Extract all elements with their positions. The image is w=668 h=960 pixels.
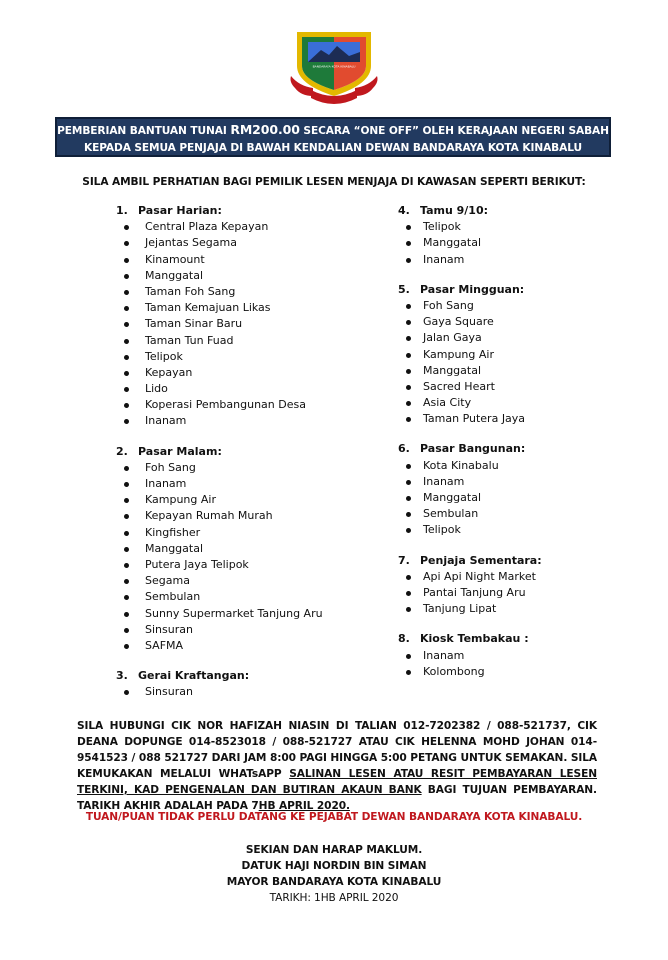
bullet-icon: [124, 258, 129, 263]
section-kiosk-tembakau: 8. Kiosk Tembakau : Inanam Kolombong: [378, 631, 618, 680]
bullet-icon: [406, 320, 411, 325]
bullet-icon: [406, 654, 411, 659]
banner-line-2: KEPADA SEMUA PENJAJA DI BAWAH KENDALIAN DEWAN BANDARAYA KOTA KINABALU: [83, 142, 583, 154]
title-banner: [55, 117, 611, 157]
list-item: Kota Kinabalu: [378, 458, 618, 474]
list-item: Putera Jaya Telipok: [98, 557, 358, 573]
required-documents: SALINAN LESEN ATAU RESIT PEMBAYARAN LESEN TERKINI, KAD PENGENALAN DAN BUTIRAN AKAUN BANK: [77, 768, 597, 796]
bullet-icon: [124, 628, 129, 633]
section-pasar-malam: 2. Pasar Malam: Foh Sang Inanam Kampung Air Kepayan Rumah Murah Kingfisher Manggatal Putera Jaya Telipok Segama Sembulan Sunny Supermarket Tanjung Aru Sinsuran SAFMA: [98, 444, 358, 654]
section-tamu: 4. Tamu 9/10: Telipok Manggatal Inanam: [378, 203, 618, 268]
list-item: Sinsuran: [98, 684, 358, 700]
list-item: Foh Sang: [378, 298, 618, 314]
bullet-icon: [124, 514, 129, 519]
signatory-name: DATUK HAJI NORDIN BIN SIMAN: [241, 860, 427, 872]
section-title: Penjaja Sementara:: [420, 553, 542, 567]
section-pasar-mingguan: 5. Pasar Mingguan: Foh Sang Gaya Square Jalan Gaya Kampung Air Manggatal Sacred Heart Asia City Taman Putera Jaya: [378, 282, 618, 428]
list-item: Telipok: [378, 522, 618, 538]
deadline-date: HB APRIL 2020.: [258, 800, 350, 812]
list-item: Gaya Square: [378, 314, 618, 330]
bullet-icon: [406, 417, 411, 422]
bullet-icon: [124, 371, 129, 376]
list-item: Taman Kemajuan Likas: [98, 300, 358, 316]
section-penjaja-sementara: 7. Penjaja Sementara: Api Api Night Market Pantai Tanjung Aru Tanjung Lipat: [378, 553, 618, 618]
bullet-icon: [124, 690, 129, 695]
bullet-icon: [124, 403, 129, 408]
section-title: Tamu 9/10:: [420, 204, 489, 217]
right-column: [378, 203, 618, 694]
list-item: Pantai Tanjung Aru: [378, 585, 618, 601]
bullet-icon: [124, 579, 129, 584]
bullet-icon: [406, 258, 411, 263]
bullet-icon: [124, 612, 129, 617]
bullet-icon: [124, 225, 129, 230]
bullet-icon: [124, 466, 129, 471]
bullet-icon: [406, 480, 411, 485]
list-item: Manggatal: [98, 541, 358, 557]
section-pasar-harian: 1. Pasar Harian: Central Plaza Kepayan Jejantas Segama Kinamount Manggatal Taman Foh Sang Taman Kemajuan Likas Taman Sinar Baru Taman Tun Fuad Telipok Kepayan Lido Koperasi Pembangunan Desa Inanam: [98, 203, 358, 430]
list-item: Kampung Air: [378, 347, 618, 363]
bullet-icon: [124, 322, 129, 327]
list-item: Kampung Air: [98, 492, 358, 508]
list-item: Manggatal: [98, 268, 358, 284]
list-item: Inanam: [98, 476, 358, 492]
list-item: Foh Sang: [98, 460, 358, 476]
bullet-icon: [124, 355, 129, 360]
bullet-icon: [124, 274, 129, 279]
list-item: Jalan Gaya: [378, 330, 618, 346]
list-item: Taman Tun Fuad: [98, 333, 358, 349]
bullet-icon: [406, 464, 411, 469]
section-title: Pasar Malam:: [138, 444, 222, 458]
banner-line-1: PEMBERIAN BANTUAN TUNAI RM200.00 SECARA “ONE OFF” OLEH KERAJAAN NEGERI SABAH: [57, 122, 609, 137]
bullet-icon: [406, 369, 411, 374]
list-item: Inanam: [98, 413, 358, 429]
list-item: Sunny Supermarket Tanjung Aru: [98, 606, 358, 622]
red-notice: TUAN/PUAN TIDAK PERLU DATANG KE PEJABAT DEWAN BANDARAYA KOTA KINABALU.: [85, 811, 583, 823]
list-item: Taman Sinar Baru: [98, 316, 358, 332]
signatory-title: MAYOR BANDARAYA KOTA KINABALU: [226, 876, 442, 888]
bullet-icon: [406, 241, 411, 246]
bullet-icon: [124, 482, 129, 487]
bullet-icon: [406, 496, 411, 501]
list-item: Taman Foh Sang: [98, 284, 358, 300]
list-item: Kingfisher: [98, 525, 358, 541]
closing-block: [0, 842, 668, 906]
bullet-icon: [124, 419, 129, 424]
bullet-icon: [124, 387, 129, 392]
city-hall-crest-logo: [287, 22, 381, 106]
bullet-icon: [124, 563, 129, 568]
list-item: Sembulan: [98, 589, 358, 605]
list-item: Sinsuran: [98, 622, 358, 638]
banner-amount: RM200.00: [230, 122, 300, 137]
bullet-icon: [406, 575, 411, 580]
svg-text:BANDARAYA KOTA KINABALU: BANDARAYA KOTA KINABALU: [312, 64, 356, 69]
list-item: Segama: [98, 573, 358, 589]
bullet-icon: [124, 644, 129, 649]
left-column: [98, 203, 358, 714]
list-item: Inanam: [378, 474, 618, 490]
bullet-icon: [406, 607, 411, 612]
list-item: Telipok: [378, 219, 618, 235]
bullet-icon: [406, 304, 411, 309]
list-item: Telipok: [98, 349, 358, 365]
list-item: Koperasi Pembangunan Desa: [98, 397, 358, 413]
list-item: Kepayan: [98, 365, 358, 381]
document-date: TARIKH: 1HB APRIL 2020: [269, 892, 399, 904]
bullet-icon: [406, 591, 411, 596]
list-item: Asia City: [378, 395, 618, 411]
list-item: Kolombong: [378, 664, 618, 680]
list-item: SAFMA: [98, 638, 358, 654]
bullet-icon: [406, 385, 411, 390]
intro-heading: SILA AMBIL PERHATIAN BAGI PEMILIK LESEN MENJAJA DI KAWASAN SEPERTI BERIKUT:: [82, 176, 586, 188]
section-title: Kiosk Tembakau :: [420, 632, 529, 646]
section-title: Pasar Bangunan:: [420, 442, 526, 456]
bullet-icon: [124, 241, 129, 246]
bullet-icon: [406, 336, 411, 341]
contact-paragraph: SILA HUBUNGI CIK NOR HAFIZAH NIASIN DI TALIAN 012-7202382 / 088-521737, CIK DEANA DOPUNGE 014-8523018 / 088-521727 ATAU CIK HELENNA MOHD JOHAN 014-9541523 / 088 521727 DARI JAM 8:00 PAGI HINGGA 5:00 PETANG UNTUK SEMAKAN. SILA KEMUKAKAN MELALUI WHATsAPP SALINAN LESEN ATAU RESIT PEMBAYARAN LESEN TERKINI, KAD PENGENALAN DAN BUTIRAN AKAUN BANK BAGI TUJUAN PEMBAYARAN. TARIKH AKHIR ADALAH PADA 7HB APRIL 2020.: [77, 720, 597, 812]
closing-line: SEKIAN DAN HARAP MAKLUM.: [245, 844, 423, 856]
list-item: Central Plaza Kepayan: [98, 219, 358, 235]
list-item: Sacred Heart: [378, 379, 618, 395]
bullet-icon: [124, 595, 129, 600]
section-pasar-bangunan: 6. Pasar Bangunan: Kota Kinabalu Inanam Manggatal Sembulan Telipok: [378, 441, 618, 538]
bullet-icon: [406, 225, 411, 230]
bullet-icon: [406, 670, 411, 675]
list-item: Lido: [98, 381, 358, 397]
section-title: Pasar Mingguan:: [420, 282, 525, 296]
bullet-icon: [124, 547, 129, 552]
list-item: Taman Putera Jaya: [378, 411, 618, 427]
list-item: Kepayan Rumah Murah: [98, 508, 358, 524]
bullet-icon: [124, 290, 129, 295]
bullet-icon: [124, 339, 129, 344]
bullet-icon: [406, 512, 411, 517]
bullet-icon: [406, 528, 411, 533]
list-item: Api Api Night Market: [378, 569, 618, 585]
list-item: Manggatal: [378, 235, 618, 251]
bullet-icon: [406, 353, 411, 358]
section-title: Pasar Harian:: [138, 204, 222, 217]
list-item: Tanjung Lipat: [378, 601, 618, 617]
section-gerai-kraftangan: 3. Gerai Kraftangan: Sinsuran: [98, 668, 358, 700]
bullet-icon: [124, 306, 129, 311]
list-item: Inanam: [378, 252, 618, 268]
section-title: Gerai Kraftangan:: [138, 669, 250, 683]
bullet-icon: [124, 498, 129, 503]
list-item: Kinamount: [98, 252, 358, 268]
list-item: Sembulan: [378, 506, 618, 522]
list-item: Jejantas Segama: [98, 235, 358, 251]
list-item: Inanam: [378, 648, 618, 664]
bullet-icon: [124, 531, 129, 536]
list-item: Manggatal: [378, 490, 618, 506]
list-item: Manggatal: [378, 363, 618, 379]
bullet-icon: [406, 401, 411, 406]
